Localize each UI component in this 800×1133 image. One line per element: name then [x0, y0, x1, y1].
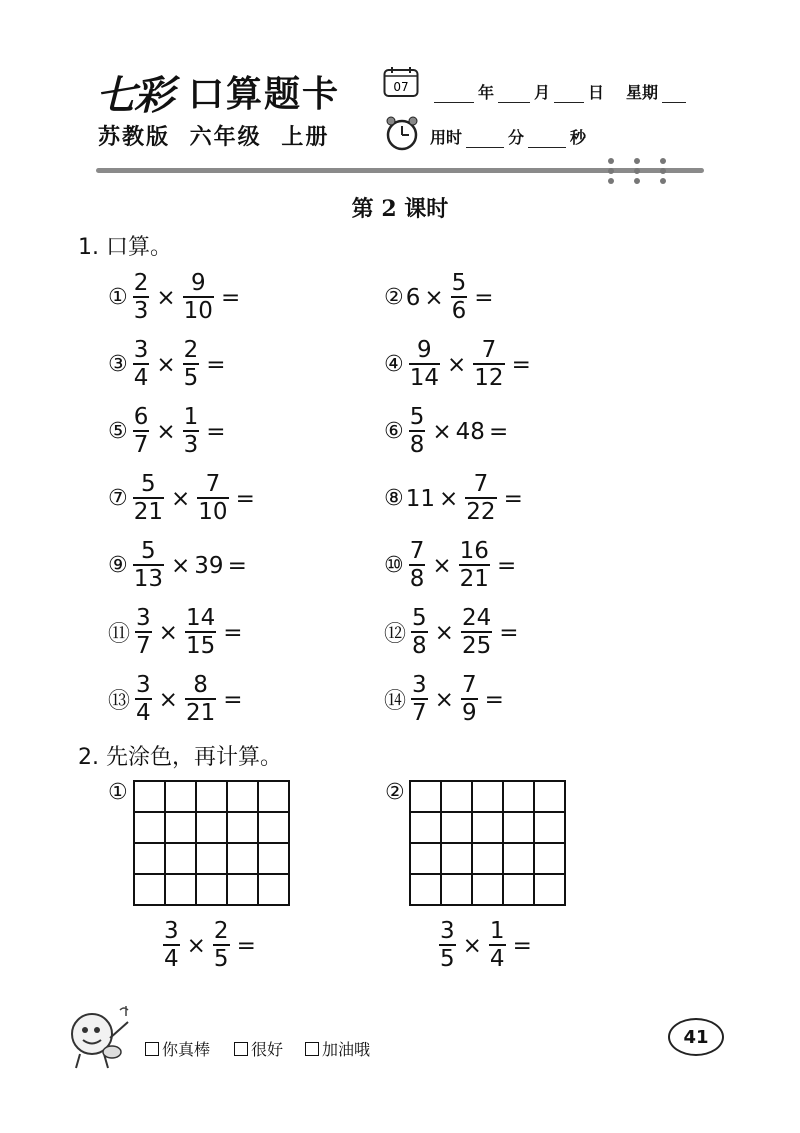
fraction — [133, 473, 164, 524]
numerator: 3 — [136, 672, 151, 698]
denominator: 14 — [409, 365, 440, 391]
answer-space[interactable] — [259, 487, 299, 511]
whole-number: 6 — [405, 284, 421, 311]
grid-cell[interactable] — [259, 813, 290, 844]
numerator: 6 — [133, 404, 149, 430]
denominator: 6 — [451, 298, 467, 324]
times-operator: × — [439, 485, 459, 512]
equals-sign: = — [499, 619, 519, 646]
grid-cell[interactable] — [535, 813, 566, 844]
problem-item — [384, 607, 563, 658]
fraction — [133, 406, 150, 457]
checkbox-icon[interactable] — [145, 1042, 159, 1056]
grid-cell[interactable] — [473, 782, 504, 813]
grid-cell[interactable] — [166, 813, 197, 844]
equals-sign: = — [511, 351, 531, 378]
denominator: 12 — [474, 365, 504, 391]
denominator: 15 — [185, 633, 216, 659]
equals-sign: = — [236, 932, 256, 959]
answer-space[interactable] — [260, 934, 300, 958]
numerator: 14 — [185, 605, 216, 631]
numerator: 1 — [489, 918, 505, 944]
numerator: 3 — [136, 605, 151, 631]
equals-sign: = — [488, 418, 509, 445]
grid-cell[interactable] — [411, 813, 442, 844]
grid-number: ② — [385, 780, 405, 805]
numerator: 24 — [461, 605, 492, 631]
fraction — [461, 674, 478, 725]
denominator: 7 — [133, 432, 149, 458]
answer-space[interactable] — [251, 554, 291, 578]
checkbox-icon[interactable] — [305, 1042, 319, 1056]
times-operator: × — [462, 932, 482, 959]
grid-cell[interactable] — [442, 844, 473, 875]
denominator: 22 — [466, 499, 496, 525]
numerator: 3 — [440, 918, 455, 944]
times-operator: × — [158, 619, 178, 646]
problem-number: ⑧ — [384, 486, 404, 511]
problem-item — [384, 540, 560, 591]
denominator: 5 — [440, 946, 455, 972]
grid-cell[interactable] — [411, 844, 442, 875]
grid-cell[interactable] — [228, 844, 259, 875]
rating-label: 加油哦 — [322, 1040, 371, 1059]
times-operator: × — [186, 932, 206, 959]
grid-cell[interactable] — [259, 844, 290, 875]
month-label: 月 — [534, 83, 551, 102]
numerator: 7 — [409, 538, 425, 564]
denominator: 25 — [461, 633, 492, 659]
problem-number: ⑨ — [108, 553, 128, 578]
fraction — [461, 607, 492, 658]
grid-cell[interactable] — [197, 844, 228, 875]
problem-item — [384, 406, 552, 457]
problem-number: ⑤ — [108, 419, 128, 444]
time-used-label: 用时 — [430, 128, 463, 147]
answer-space[interactable] — [520, 554, 560, 578]
grid-cell[interactable] — [535, 875, 566, 906]
whole-number: 11 — [405, 485, 436, 512]
numerator: 7 — [205, 471, 221, 497]
time-fill-row — [430, 125, 586, 148]
problem-number: ⑩ — [384, 553, 404, 578]
grid-cell[interactable] — [504, 813, 535, 844]
problem-number: ⑦ — [108, 486, 128, 511]
denominator: 9 — [461, 700, 477, 726]
brand-name: 口算题卡 — [188, 74, 341, 115]
seconds-label: 秒 — [570, 128, 587, 147]
denominator: 21 — [459, 566, 489, 592]
equals-sign: = — [206, 351, 226, 378]
grid-cell[interactable] — [504, 844, 535, 875]
grid-cell[interactable] — [442, 813, 473, 844]
denominator: 8 — [409, 432, 425, 458]
denominator: 21 — [133, 499, 164, 525]
problem-number: ① — [108, 285, 128, 310]
calendar-icon — [383, 66, 419, 98]
fraction — [459, 540, 490, 591]
answer-space[interactable] — [535, 353, 575, 377]
times-operator: × — [156, 351, 176, 378]
equals-sign: = — [474, 284, 494, 311]
grid-cell[interactable] — [535, 844, 566, 875]
grid-cell[interactable] — [473, 844, 504, 875]
denominator: 3 — [133, 298, 149, 324]
grid-cell[interactable] — [166, 844, 197, 875]
problem-item — [108, 473, 299, 524]
numerator: 3 — [133, 337, 149, 363]
numerator: 3 — [412, 672, 427, 698]
problem-item — [108, 607, 287, 658]
fraction — [473, 339, 504, 390]
shading-grid[interactable] — [409, 780, 566, 906]
grid-cell[interactable] — [442, 782, 473, 813]
year-label: 年 — [478, 83, 495, 102]
grid-cell[interactable] — [504, 782, 535, 813]
answer-space[interactable] — [230, 420, 270, 444]
problem-item — [108, 272, 284, 323]
day-label: 日 — [588, 83, 605, 102]
problem-number: ③ — [108, 352, 128, 377]
lesson-title: 第 2 课时 — [351, 196, 449, 222]
fraction — [213, 920, 230, 971]
denominator: 4 — [133, 365, 149, 391]
denominator: 4 — [489, 946, 505, 972]
times-operator: × — [171, 552, 191, 579]
weekday-blank[interactable] — [662, 101, 686, 103]
grid-cell[interactable] — [411, 782, 442, 813]
grid-cell[interactable] — [166, 782, 197, 813]
grid-cell[interactable] — [473, 813, 504, 844]
section-title: 1. 口算。 — [78, 235, 172, 260]
month-blank[interactable] — [498, 101, 530, 103]
times-operator: × — [434, 619, 454, 646]
weekday-label: 星期 — [626, 83, 659, 102]
grid-cell[interactable] — [473, 875, 504, 906]
numerator: 9 — [417, 337, 432, 363]
problem-item — [384, 272, 538, 323]
binder-ring-icon — [633, 158, 641, 184]
denominator: 10 — [183, 298, 213, 324]
denominator: 10 — [198, 499, 228, 525]
denominator: 5 — [183, 365, 199, 391]
denominator: 13 — [133, 566, 164, 592]
answer-space[interactable] — [244, 286, 284, 310]
problem-number: ④ — [384, 352, 404, 377]
minutes-label: 分 — [508, 128, 525, 147]
page-number: 41 — [668, 1018, 724, 1056]
times-operator: × — [156, 284, 176, 311]
numerator: 2 — [133, 270, 149, 296]
answer-space[interactable] — [523, 621, 563, 645]
denominator: 5 — [213, 946, 229, 972]
equals-sign: = — [503, 485, 523, 512]
answer-space[interactable] — [527, 487, 567, 511]
fraction — [489, 920, 506, 971]
whole-number: 48 — [455, 418, 485, 445]
answer-space[interactable] — [230, 353, 270, 377]
problem-item — [384, 339, 575, 390]
times-operator: × — [447, 351, 467, 378]
edition-label: 苏教版 六年级 上册 — [98, 125, 330, 150]
grid-cell[interactable] — [535, 782, 566, 813]
problem-number: ⑫ — [384, 622, 407, 647]
denominator: 7 — [412, 700, 427, 726]
logo-seven: 七彩 — [96, 72, 172, 119]
numerator: 1 — [183, 404, 199, 430]
problem-item — [108, 674, 287, 725]
fraction — [135, 674, 152, 725]
problem-number: ⑥ — [384, 419, 404, 444]
numerator: 5 — [141, 471, 156, 497]
grid-cell[interactable] — [442, 875, 473, 906]
fraction — [133, 339, 150, 390]
problem-number: ⑭ — [384, 689, 407, 714]
grid-cell[interactable] — [228, 782, 259, 813]
problem-item — [108, 339, 270, 390]
grid-cell[interactable] — [197, 813, 228, 844]
numerator: 16 — [459, 538, 489, 564]
binder-ring-icon — [607, 158, 615, 184]
times-operator: × — [432, 552, 452, 579]
answer-space[interactable] — [508, 688, 548, 712]
grid-cell[interactable] — [228, 813, 259, 844]
mascot-icon — [66, 1000, 136, 1072]
seconds-blank[interactable] — [528, 146, 566, 148]
rating-option[interactable] — [305, 1037, 370, 1060]
date-fill-row — [430, 80, 690, 103]
fraction — [439, 920, 456, 971]
section-title: 2. 先涂色，再计算。 — [78, 745, 282, 770]
grid-cell[interactable] — [259, 875, 290, 906]
grid-cell[interactable] — [228, 875, 259, 906]
checkbox-icon[interactable] — [234, 1042, 248, 1056]
fraction — [409, 339, 440, 390]
whole-number: 39 — [194, 552, 224, 579]
numerator: 7 — [481, 337, 497, 363]
fraction — [465, 473, 496, 524]
grid-cell[interactable] — [166, 875, 197, 906]
rating-option[interactable] — [145, 1037, 210, 1060]
rating-label: 很好 — [251, 1040, 284, 1059]
fraction — [135, 607, 152, 658]
grid-cell[interactable] — [135, 875, 166, 906]
grid-cell[interactable] — [197, 782, 228, 813]
problem-item — [108, 540, 291, 591]
rating-label: 你真棒 — [162, 1040, 211, 1059]
grid-cell[interactable] — [411, 875, 442, 906]
problem-item — [108, 406, 270, 457]
numerator: 9 — [190, 270, 206, 296]
numerator: 8 — [193, 672, 208, 698]
fraction — [183, 406, 200, 457]
alarm-clock-icon — [383, 114, 421, 152]
denominator: 4 — [136, 700, 151, 726]
rating-option[interactable] — [234, 1037, 283, 1060]
fraction — [133, 540, 164, 591]
numerator: 2 — [213, 918, 229, 944]
answer-space[interactable] — [512, 420, 552, 444]
fraction — [411, 607, 428, 658]
numerator: 5 — [451, 270, 467, 296]
denominator: 8 — [412, 633, 427, 659]
times-operator: × — [156, 418, 176, 445]
denominator: 7 — [136, 633, 151, 659]
minutes-blank[interactable] — [466, 146, 504, 148]
numerator: 5 — [412, 605, 427, 631]
answer-space[interactable] — [247, 621, 287, 645]
grid-cell[interactable] — [135, 782, 166, 813]
answer-space[interactable] — [498, 286, 538, 310]
grid-number: ① — [108, 780, 128, 805]
fraction — [451, 272, 468, 323]
calendar-day: 07 — [393, 80, 409, 94]
times-operator: × — [434, 686, 454, 713]
answer-space[interactable] — [536, 934, 576, 958]
denominator: 4 — [164, 946, 179, 972]
equals-sign: = — [235, 485, 255, 512]
answer-space[interactable] — [247, 688, 287, 712]
times-operator: × — [158, 686, 178, 713]
grid-expression — [436, 920, 576, 971]
problem-number: ② — [384, 285, 404, 310]
times-operator: × — [432, 418, 452, 445]
equals-sign: = — [227, 552, 247, 579]
numerator: 2 — [183, 337, 199, 363]
year-blank[interactable] — [434, 101, 474, 103]
fraction — [185, 674, 216, 725]
fraction — [183, 339, 200, 390]
equals-sign: = — [512, 932, 532, 959]
numerator: 7 — [461, 672, 477, 698]
binder-ring-icon — [659, 158, 667, 184]
grid-cell[interactable] — [259, 782, 290, 813]
numerator: 3 — [164, 918, 179, 944]
grid-cell[interactable] — [197, 875, 228, 906]
grid-cell[interactable] — [135, 813, 166, 844]
numerator: 5 — [141, 538, 156, 564]
fraction — [163, 920, 180, 971]
grid-cell[interactable] — [135, 844, 166, 875]
fraction — [183, 272, 214, 323]
fraction — [133, 272, 150, 323]
problem-item — [384, 674, 548, 725]
equals-sign: = — [484, 686, 504, 713]
equals-sign: = — [223, 686, 243, 713]
fraction — [185, 607, 216, 658]
denominator: 3 — [183, 432, 199, 458]
times-operator: × — [424, 284, 444, 311]
fraction — [409, 406, 426, 457]
denominator: 8 — [409, 566, 425, 592]
problem-item — [384, 473, 567, 524]
fraction — [197, 473, 228, 524]
equals-sign: = — [223, 619, 243, 646]
equals-sign: = — [220, 284, 241, 311]
equals-sign: = — [206, 418, 226, 445]
equals-sign: = — [496, 552, 517, 579]
problem-number: ⑬ — [108, 689, 131, 714]
shading-grid[interactable] — [133, 780, 290, 906]
numerator: 5 — [409, 404, 425, 430]
fraction — [409, 540, 426, 591]
denominator: 21 — [185, 700, 216, 726]
times-operator: × — [171, 485, 191, 512]
grid-cell[interactable] — [504, 875, 535, 906]
numerator: 7 — [473, 471, 489, 497]
grid-expression — [160, 920, 300, 971]
fraction — [411, 674, 428, 725]
problem-number: ⑪ — [108, 622, 131, 647]
day-blank[interactable] — [554, 101, 584, 103]
